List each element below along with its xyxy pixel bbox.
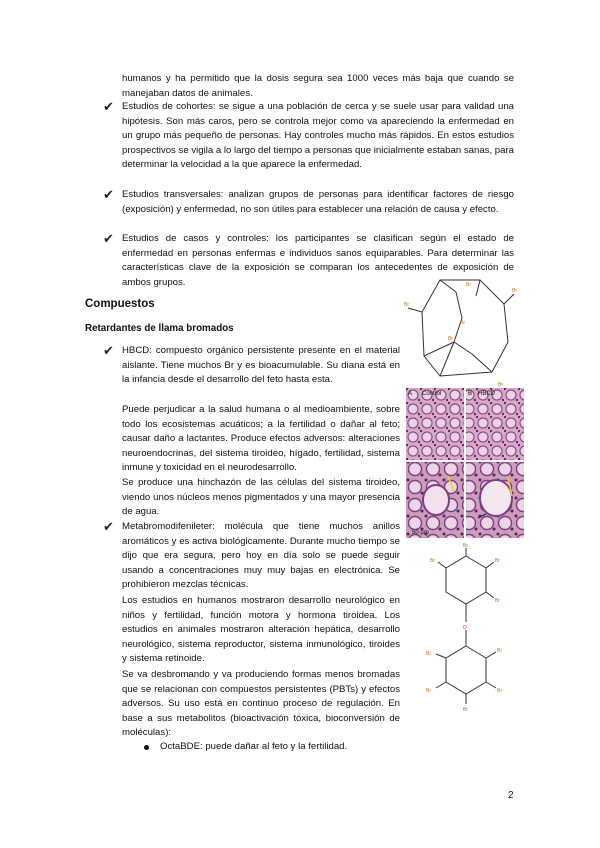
br-label: Br — [466, 282, 471, 288]
scale-bar-label: 50 µm — [412, 530, 429, 536]
page-number: 2 — [508, 790, 514, 801]
br-label: Br — [404, 302, 409, 308]
subsection-title: Retardantes de llama bromados — [85, 323, 234, 334]
section-title: Compuestos — [85, 298, 155, 310]
oxygen-label: O — [463, 625, 467, 631]
check-bullet-icon: ✔ — [103, 231, 114, 246]
bullet-cohort-studies: Estudios de cohortes: se sigue a una población de cerca y se suele usar para validad una hipótesis. Son más caros, pero se controla mejor como va apareciendo la enfermedad en un grupo más pequeño de personas. Hay controles mucho más rápidos. En estos estudios prospectivos se vigila a lo largo del tiempo a personas que inicialmente estaban sanas, para determinar la velocidad a la que aparece la enfermedad. — [122, 101, 514, 171]
br-label: Br — [426, 651, 431, 657]
intro-continuation-text: humanos y ha permitido que la dosis segura sea 1000 veces más baja que cuando se manejaban datos de animales. — [122, 73, 514, 99]
hbcd-paragraph-1: HBCD: compuesto orgánico persistente presente en el material aislante. Tiene muchos Br y es bioacumulable. Su diana está en la infancia desde el desarrollo del feto hasta esta. — [122, 345, 400, 386]
bullet-dot-icon — [144, 745, 149, 750]
br-label: Br — [495, 558, 500, 564]
bullet-cross-sectional-studies: Estudios transversales: analizan grupos de personas para identificar factores de riesgo (exposición) y enfermedad, no son útiles para establecer una relación de causa y efecto. — [122, 189, 514, 215]
panel-b-label: B — [468, 391, 473, 397]
check-bullet-icon: ✔ — [103, 343, 114, 358]
meta-paragraph-2: Los estudios en humanos mostraron desarrollo neurológico en niños y fertilidad, función motora y hormona tiroidea. Los estudios en animales mostraron alteración hepática, desarrollo neurológico, sistema reproductor, sistema inmunológico, tiroides y sistema retinoide. — [122, 595, 400, 665]
br-label: Br — [430, 558, 435, 564]
panel-a-label: A — [408, 391, 413, 397]
br-label: Br — [512, 288, 517, 294]
br-label: Br — [463, 707, 468, 713]
br-label: Br — [448, 336, 453, 342]
check-bullet-icon: ✔ — [103, 519, 114, 534]
hbcd-paragraph-3: Se produce una hinchazón de las células del sistema tiroideo, viendo unos núcleos menos pigmentados y una mayor presencia de agua. — [122, 477, 400, 518]
thyroid-histology-figure — [406, 388, 524, 538]
meta-paragraph-1: Metabromodifenileter: molécula que tiene muchos anillos aromáticos y es activa biológicamente. Durante mucho tiempo se dijo que era segura, pero hoy en día solo se puede seguir usando a concentraciones muy muy bajas en electrónica. Se prohibieron mezclas técnicas. — [122, 521, 400, 591]
bullet-case-control-studies: Estudios de casos y controles: los participantes se clasifican según el estado de enfermedad en personas enfermas e individuos sanos equiparables. Para determinar las características clave de la exposición se comparan los antecedentes de exposición de ambos grupos. — [122, 233, 514, 288]
br-label: Br — [497, 648, 502, 654]
br-label: Br — [497, 688, 502, 694]
control-label: Control — [422, 391, 442, 397]
meta-paragraph-3: Se va desbromando y va produciendo formas menos bromadas que se relacionan con compuestos persistentes (PBTs) y efectos adversos. Su uso está en continuo proceso de regulación. En base a sus metabolitos (bioactivación tóxica, bioconversión de moléculas): — [122, 669, 400, 739]
check-bullet-icon: ✔ — [103, 99, 114, 114]
octabde-bullet: OctaBDE: puede dañar al feto y la fertilidad. — [160, 741, 348, 752]
hbcd-label: HBCD — [478, 391, 496, 397]
br-label: Br — [463, 543, 468, 549]
br-label: Br — [426, 688, 431, 694]
br-label: Br — [498, 382, 503, 388]
br-label: Br — [495, 598, 500, 604]
metabromodiphenylether-structure-figure — [420, 542, 510, 714]
hbcd-paragraph-2: Puede perjudicar a la salud humana o al medioambiente, sobre todo los ecosistemas acuáticos; a la fertilidad o dañar al feto; causar daño a lactantes. Produce efectos adversos: alteraciones neuroendocrinas, del sistema tiroideo, hígado, fertilidad, sistema inmune y toxicidad en el neurodesarrollo. — [122, 404, 400, 474]
check-bullet-icon: ✔ — [103, 187, 114, 202]
br-label: Br — [460, 320, 465, 326]
hbcd-structure-figure — [400, 272, 520, 388]
